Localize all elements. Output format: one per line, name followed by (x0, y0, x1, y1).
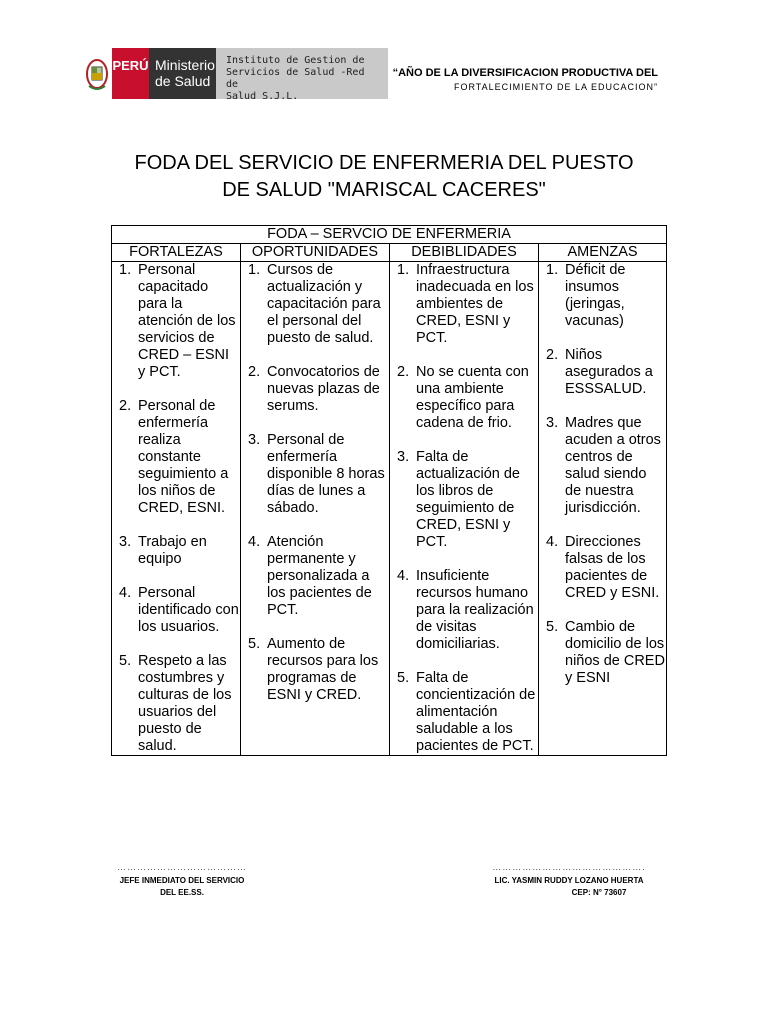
list-item: 1. Infraestructura inadecuada en los ambientes de CRED, ESNI y PCT. (397, 262, 534, 346)
list-item: 5. Cambio de domicilio de los niños de CRED y ESNI (546, 619, 665, 686)
list-item: 4. Atención permanente y personalizada a los pacientes de PCT. (248, 534, 372, 618)
list-item: 2. Niños asegurados a ESSSALUD. (546, 347, 653, 397)
year-motto (393, 67, 658, 92)
instituto-line: Instituto de Gestion de (226, 55, 365, 66)
header-amenazas: AMENZAS (539, 244, 667, 262)
list-item: 2. Personal de enfermería realiza constante seguimiento a los niños de CRED, ESNI. (119, 398, 229, 516)
instituto-line: Servicios de Salud -Red de (226, 67, 365, 90)
foda-table (111, 225, 667, 756)
institution-logo (84, 48, 388, 102)
header-debilidades: DEBIBLIDADES (390, 244, 539, 262)
amenazas-cell (539, 262, 667, 756)
title-line: FODA DEL SERVICIO DE ENFERMERIA DEL PUESTO (134, 152, 634, 174)
fortalezas-cell (112, 262, 241, 756)
instituto-label (216, 48, 388, 102)
header-oportunidades: OPORTUNIDADES (241, 244, 390, 262)
list-item: 1. Personal capacitado para la atención de los servicios de CRED – ESNI y PCT. (119, 262, 236, 380)
list-item: 4. Insuficiente recursos humano para la realización de visitas domiciliarias. (397, 568, 534, 652)
document-title (90, 150, 678, 204)
oportunidades-cell (241, 262, 390, 756)
amenazas-list (539, 262, 666, 687)
instituto-line: Salud S.J.L. (226, 91, 299, 102)
table-caption: FODA – SERVCIO DE ENFERMERIA (112, 226, 667, 244)
signature-line: ………………………………………. (492, 862, 646, 872)
list-item: 4. Personal identificado con los usuarios. (119, 585, 239, 635)
list-item: 5. Aumento de recursos para los programas de ESNI y CRED. (248, 636, 379, 703)
list-item: 4. Direcciones falsas de los pacientes de CRED y ESNI. (546, 534, 660, 601)
national-seal-icon (84, 48, 110, 99)
list-item: 1. Déficit de insumos (jeringas, vacunas) (546, 262, 626, 329)
list-item: 2. No se cuenta con una ambiente específico para cadena de frio. (397, 364, 529, 431)
ministerio-line: de Salud (155, 73, 211, 89)
signature-line: ………………………………… (117, 862, 247, 872)
list-item: 5. Falta de concientización de alimentación saludable a los pacientes de PCT. (397, 670, 536, 754)
signature-left (104, 862, 260, 897)
fortalezas-list (112, 262, 240, 755)
header-fortalezas: FORTALEZAS (112, 244, 241, 262)
signature-subtitle: DEL EE.SS. (160, 888, 204, 897)
debilidades-list (390, 262, 538, 755)
signature-title: JEFE INMEDIATO DEL SERVICIO (119, 876, 245, 885)
list-item: 3. Personal de enfermería disponible 8 horas días de lunes a sábado. (248, 432, 385, 516)
list-item: 1. Cursos de actualización y capacitación para el personal del puesto de salud. (248, 262, 381, 346)
year-motto-line: FORTALECIMIENTO DE LA EDUCACION” (453, 82, 658, 92)
signature-name: LIC. YASMIN RUDDY LOZANO HUERTA (494, 876, 644, 885)
signature-right (474, 862, 664, 897)
title-line: DE SALUD "MARISCAL CACERES" (222, 179, 546, 201)
ministerio-label (149, 48, 216, 99)
oportunidades-list (241, 262, 389, 704)
list-item: 2. Convocatorios de nuevas plazas de serums. (248, 364, 380, 414)
list-item: 3. Madres que acuden a otros centros de salud siendo de nuestra jurisdicción. (546, 415, 661, 516)
ministerio-line: Ministerio (155, 57, 215, 73)
debilidades-cell (390, 262, 539, 756)
year-motto-line: “AÑO DE LA DIVERSIFICACION PRODUCTIVA DEL (392, 67, 658, 79)
list-item: 3. Trabajo en equipo (119, 534, 207, 567)
list-item: 3. Falta de actualización de los libros de seguimiento de CRED, ESNI y PCT. (397, 449, 520, 550)
signature-cep: CEP: N° 73607 (571, 888, 627, 897)
list-item: 5. Respeto a las costumbres y culturas de los usuarios del puesto de salud. (119, 653, 232, 754)
peru-label: PERÚ (112, 48, 149, 99)
